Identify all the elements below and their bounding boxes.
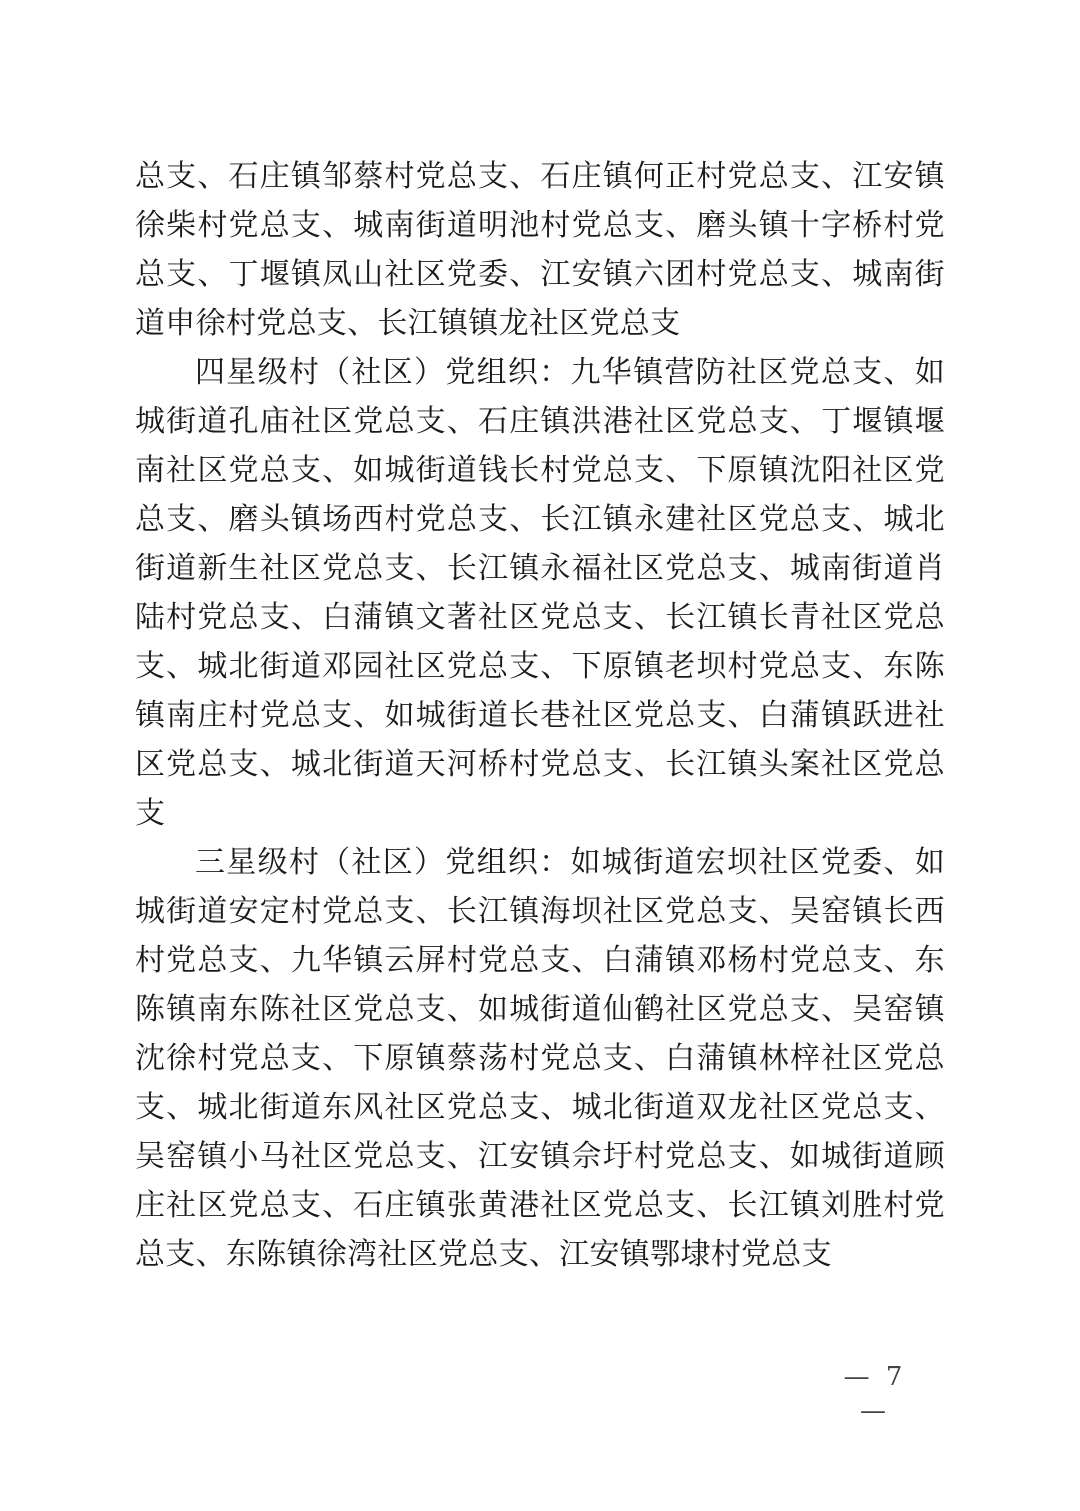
- body-text: [135, 152, 945, 1279]
- paragraph-three-star: 三星级村（社区）党组织：如城街道宏坝社区党委、如城街道安定村党总支、长江镇海坝社区党总支、吴窑镇长西村党总支、九华镇云屏村党总支、白蒲镇邓杨村党总支、东陈镇南东陈社区党总支、如城街道仙鹤社区党总支、吴窑镇沈徐村党总支、下原镇蔡荡村党总支、白蒲镇林梓社区党总支、城北街道东风社区党总支、城北街道双龙社区党总支、吴窑镇小马社区党总支、江安镇佘圩村党总支、如城街道顾庄社区党总支、石庄镇张黄港社区党总支、长江镇刘胜村党总支、东陈镇徐湾社区党总支、江安镇鄂埭村党总支: [135, 845, 945, 1272]
- page-number: — 7 —: [843, 1362, 907, 1426]
- paragraph-four-star: 四星级村（社区）党组织：九华镇营防社区党总支、如城街道孔庙社区党总支、石庄镇洪港社区党总支、丁堰镇堰南社区党总支、如城街道钱长村党总支、下原镇沈阳社区党总支、磨头镇场西村党总支、长江镇永建社区党总支、城北街道新生社区党总支、长江镇永福社区党总支、城南街道肖陆村党总支、白蒲镇文著社区党总支、长江镇长青社区党总支、城北街道邓园社区党总支、下原镇老坝村党总支、东陈镇南庄村党总支、如城街道长巷社区党总支、白蒲镇跃进社区党总支、城北街道天河桥村党总支、长江镇头案社区党总支: [135, 355, 945, 831]
- paragraph-continuation: 总支、石庄镇邹蔡村党总支、石庄镇何正村党总支、江安镇徐柴村党总支、城南街道明池村党总支、磨头镇十字桥村党总支、丁堰镇凤山社区党委、江安镇六团村党总支、城南街道申徐村党总支、长江镇镇龙社区党总支: [135, 159, 945, 341]
